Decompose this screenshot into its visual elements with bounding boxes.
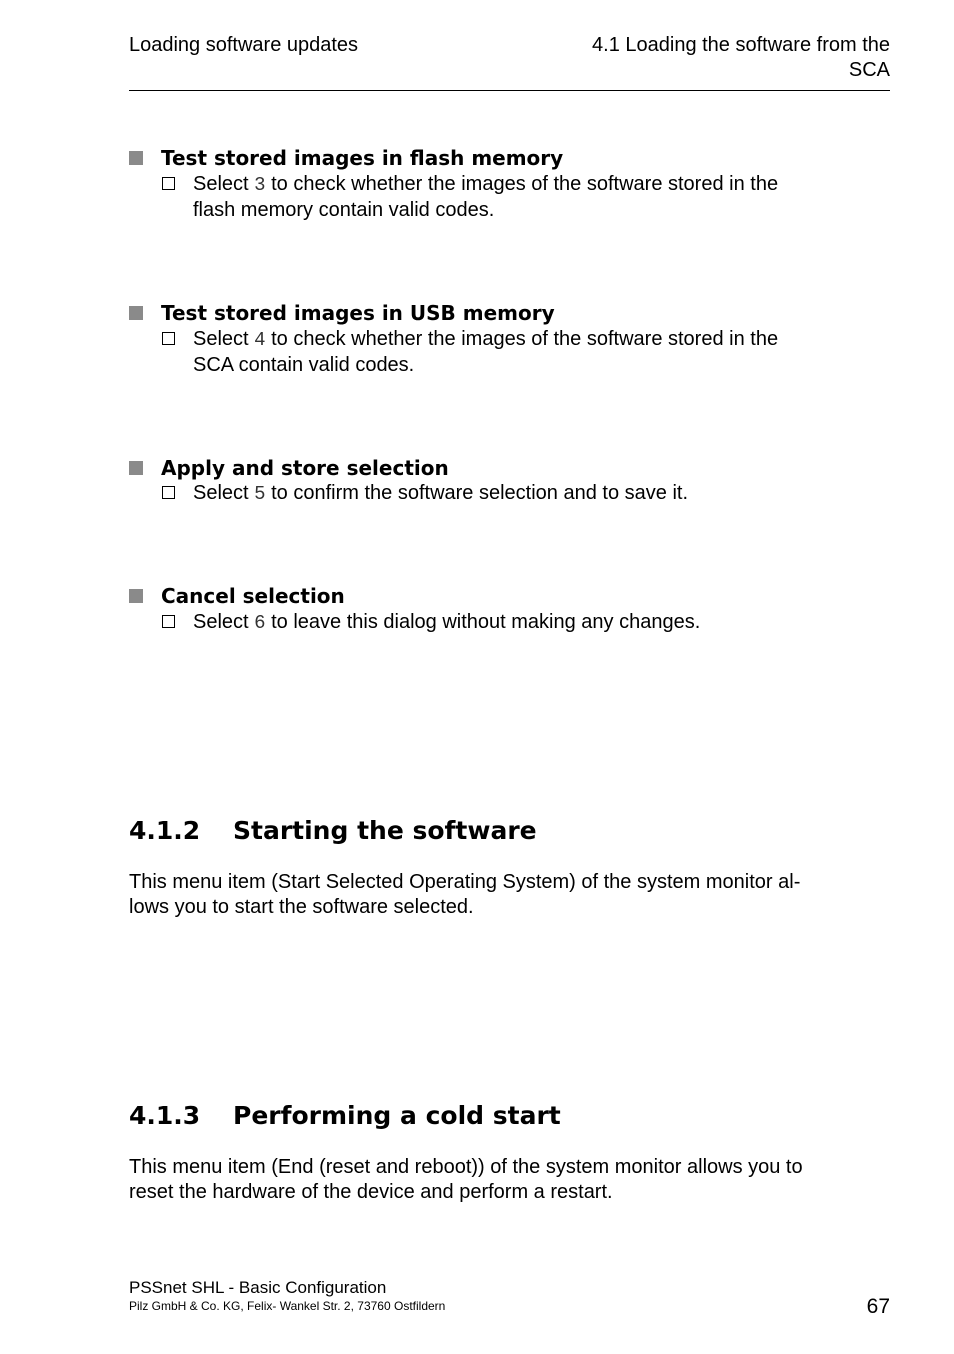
menu-key: 6 [254, 612, 266, 634]
section-title: Performing a cold start [233, 1101, 561, 1130]
paragraph-line2: reset the hardware of the device and perform a restart. [129, 1181, 613, 1203]
running-header-right-line1: 4.1 Loading the software from the [592, 34, 890, 56]
item-title-flash [129, 146, 563, 171]
paragraph-line2: lows you to start the software selected. [129, 896, 474, 918]
item-body-usb [162, 327, 892, 378]
menu-key: 4 [254, 329, 266, 351]
checkbox-bullet-icon [162, 615, 175, 628]
text-line1: to check whether the images of the software stored in the [265, 173, 779, 195]
section-number: 4.1.3 [129, 1101, 201, 1130]
gray-square-bullet-icon [129, 589, 143, 603]
checkbox-bullet-icon [162, 486, 175, 499]
text-select: Select [193, 328, 255, 350]
running-header-right-line2: SCA [848, 59, 890, 81]
checkbox-bullet-icon [162, 177, 175, 190]
item-body-text [193, 327, 892, 378]
text-line1: to check whether the images of the software stored in the [265, 328, 779, 350]
gray-square-bullet-icon [129, 461, 143, 475]
section-title: Starting the software [233, 816, 537, 845]
item-title-text: Apply and store selection [161, 456, 449, 480]
item-title-text: Test stored images in USB memory [161, 301, 555, 325]
paragraph-line1: This menu item (End (reset and reboot)) of the system monitor allows you to [129, 1156, 803, 1178]
page-number: 67 [866, 1295, 890, 1318]
checkbox-bullet-icon [162, 332, 175, 345]
item-body-text [193, 610, 892, 636]
item-body-text [193, 172, 892, 223]
item-title-usb [129, 301, 555, 326]
text-line2: flash memory contain valid codes. [193, 199, 495, 221]
item-title-apply [129, 456, 449, 481]
footer-doc-title: PSSnet SHL - Basic Configuration [129, 1278, 387, 1297]
section-paragraph-starting [129, 870, 891, 920]
text-line1: to confirm the software selection and to save it. [265, 482, 688, 504]
text-line2: SCA contain valid codes. [193, 354, 415, 376]
menu-key: 3 [254, 174, 266, 196]
text-select: Select [193, 173, 255, 195]
text-select: Select [193, 482, 255, 504]
item-body-apply [162, 481, 892, 507]
paragraph-line1: This menu item (Start Selected Operating System) of the system monitor al- [129, 871, 801, 893]
item-body-text [193, 481, 892, 507]
header-rule [129, 90, 890, 91]
gray-square-bullet-icon [129, 151, 143, 165]
menu-key: 5 [254, 483, 266, 505]
section-heading-cold-start [129, 1101, 561, 1131]
text-line1: to leave this dialog without making any changes. [265, 611, 701, 633]
item-title-text: Test stored images in flash memory [161, 146, 564, 170]
running-header-left: Loading software updates [129, 34, 359, 56]
item-body-cancel [162, 610, 892, 636]
section-paragraph-cold-start [129, 1155, 891, 1205]
section-number: 4.1.2 [129, 816, 201, 845]
footer-company: Pilz GmbH & Co. KG, Felix- Wankel Str. 2, 73760 Ostfildern [129, 1299, 446, 1313]
item-title-cancel [129, 584, 345, 609]
item-title-text: Cancel selection [161, 584, 345, 608]
item-body-flash [162, 172, 892, 223]
gray-square-bullet-icon [129, 306, 143, 320]
running-header-right [510, 33, 890, 83]
section-heading-starting [129, 816, 537, 846]
text-select: Select [193, 611, 255, 633]
